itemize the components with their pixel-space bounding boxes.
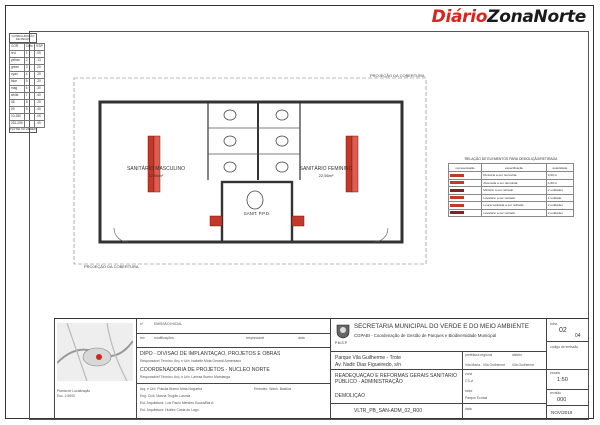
legend-symbol-cell xyxy=(449,202,482,210)
pen-config-cell: 251-255 xyxy=(10,120,25,127)
pen-config-cell: 3 xyxy=(24,64,35,71)
pen-config-row xyxy=(10,99,45,106)
pen-config-row xyxy=(10,120,45,127)
legend-row xyxy=(449,187,574,195)
pen-config-cell: .13 xyxy=(35,57,45,64)
legend-header: representação xyxy=(449,164,482,172)
pen-config-row xyxy=(10,85,45,92)
legend-spec: Divisória a ser removida xyxy=(482,172,547,180)
pref-value: Vila Maria - Vila Guilherme xyxy=(465,363,506,367)
dipo-title: DIPO - DIVISÃO DE IMPLANTAÇÃO, PROJETOS E OBRAS xyxy=(140,351,281,357)
rev-initial-emission: EMISSÃO INICIAL xyxy=(154,322,183,326)
pen-config-cell: green xyxy=(10,64,25,71)
pen-config-cell: 10-250 xyxy=(10,113,25,120)
pen-config-row xyxy=(10,92,45,99)
pen-config-row xyxy=(10,50,45,57)
legend-symbol xyxy=(450,196,464,199)
pen-config-cell xyxy=(24,120,35,127)
district-value: Vila Guilherme xyxy=(512,363,535,367)
legend-qty: 2 unidades xyxy=(546,209,573,217)
date-label: data xyxy=(465,407,472,411)
projection-label-top: PROJEÇÃO DA COBERTURA xyxy=(370,73,425,78)
room-label-male: SANITÁRIO MASCULINO xyxy=(126,166,186,172)
rev-header: rev xyxy=(140,336,145,340)
pen-config-cell: .09 xyxy=(35,50,45,57)
room-area-female: 22,56m² xyxy=(318,173,334,178)
legend-title: RELAÇÃO DE ELEMENTOS PARA DEMOLIÇÃO/RETIRADA xyxy=(464,157,558,161)
projection-label-bottom: PROJEÇÃO DA COBERTURA xyxy=(84,264,139,269)
legend-qty: 1 unidade xyxy=(546,194,573,202)
legend-symbol-cell xyxy=(449,194,482,202)
pen-config-row xyxy=(10,78,45,85)
pen-config-cell: cyan xyxy=(10,71,25,78)
pen-config-cell: 9 xyxy=(24,106,35,113)
pen-config-header: CONFIGURAÇÃO DE PENAS xyxy=(9,33,37,43)
demolition-legend xyxy=(448,157,574,217)
legend-symbol xyxy=(450,204,464,207)
brand-logo xyxy=(432,7,586,27)
pen-config-row xyxy=(10,106,45,113)
sheet-total: 04 xyxy=(575,333,581,339)
rev-number-header: nº xyxy=(140,322,144,326)
floor-plan-drawing xyxy=(70,70,430,270)
ppd-toilet xyxy=(247,191,263,209)
pen-col-header: COR xyxy=(10,43,25,50)
setor-value: Parque Ecobai xyxy=(465,396,488,400)
pen-config-table xyxy=(9,33,44,133)
legend-row xyxy=(449,179,574,187)
legend-symbol xyxy=(450,211,464,214)
legend-row xyxy=(449,202,574,210)
room-label-female: SANITÁRIO FEMININO xyxy=(299,166,353,172)
legend-qty: 2 unidades xyxy=(546,187,573,195)
legend-spec: Mictório a ser retirado xyxy=(482,187,547,195)
pen-config-row xyxy=(10,57,45,64)
legend-row xyxy=(449,172,574,180)
pen-config-cell: .20 xyxy=(35,64,45,71)
legend-row xyxy=(449,194,574,202)
location-map xyxy=(57,323,133,381)
pen-config-cell: .40 xyxy=(35,106,45,113)
coord-title: COORDENADORIA DE PROJETOS - NÚCLEO NORTE xyxy=(140,367,270,373)
legend-header: quantidade xyxy=(546,164,573,172)
pen-config-cell: white xyxy=(10,92,25,99)
pen-config-cell: 5 xyxy=(24,78,35,85)
pen-config-cell: 08 xyxy=(10,99,25,106)
sheet-number: 02 xyxy=(559,327,567,334)
pen-config-cell: 1 xyxy=(24,50,35,57)
date-value: NOV/2019 xyxy=(551,410,573,415)
legend-symbol-cell xyxy=(449,172,482,180)
rev-header: data xyxy=(298,336,305,340)
pen-config-cell: .20 xyxy=(35,78,45,85)
pen-config-cell: 09 xyxy=(10,106,25,113)
pen-config-row xyxy=(10,71,45,78)
cgpabi-title: CGPABI - Coordenação de Gestão de Parques e Biodiversidade Municipal xyxy=(354,333,497,338)
rev-label: revisão xyxy=(550,391,561,395)
coord-responsible: Responsável Técnico: Arq. e Urb. Larissa Bueno Mandanga xyxy=(140,375,231,379)
team-right: Eletrotéc. Wash. Basilius xyxy=(254,387,292,391)
pen-config-cell: yellow xyxy=(10,57,25,64)
partition-to-remove-female xyxy=(346,136,352,192)
pmsp-label: P.M.S.P. xyxy=(335,341,348,345)
park-address: Av. Nadir Dias Figueiredo, s/n xyxy=(335,362,401,368)
pen-config-row xyxy=(10,113,45,120)
legend-symbol-cell xyxy=(449,179,482,187)
legend-row xyxy=(449,209,574,217)
rev-value: 000 xyxy=(557,397,567,403)
pen-config-cell: .40 xyxy=(35,92,45,99)
pen-config-cell: 7 xyxy=(24,92,35,99)
pen-config-footer: PLOTAR NO VIEWER xyxy=(9,128,37,134)
rev-header: responsável xyxy=(246,336,265,340)
door-arc xyxy=(114,228,128,242)
zone-value: CS-vf xyxy=(465,379,474,383)
pen-config-cell: .30 xyxy=(35,85,45,92)
pen-config-cell: .25 xyxy=(35,71,45,78)
scale-value: 1:50 xyxy=(557,377,568,383)
pref-label: prefeitura regional xyxy=(465,353,493,357)
legend-header: especificação xyxy=(482,164,547,172)
zone-label: zona xyxy=(465,372,473,376)
legend-qty: 9,60 m xyxy=(546,172,573,180)
project-title: READEQUAÇÃO E REFORMAS GERAIS SANITÁRIO PÚBLICO - ADMINISTRAÇÃO xyxy=(335,373,457,386)
location-marker xyxy=(96,354,102,360)
door-arc xyxy=(374,228,388,242)
title-block xyxy=(54,318,589,420)
legend-spec: Louça sanitária a ser retirada xyxy=(482,202,547,210)
legend-spec: Alvenaria a ser demolida xyxy=(482,179,547,187)
pen-config-cell: 2 xyxy=(24,57,35,64)
scale-label: escala xyxy=(550,371,560,375)
park-name: Parque Vila Guilherme - Trote xyxy=(335,355,402,361)
legend-symbol xyxy=(450,174,464,177)
sink-to-remove xyxy=(292,216,304,226)
brand-part2: ZonaNorte xyxy=(487,7,586,27)
pen-config-cell: .09 xyxy=(35,120,45,127)
room-area-male: 22,56m² xyxy=(148,173,164,178)
floor-plan xyxy=(70,70,430,270)
legend-spec: Lavatório a ser retirado xyxy=(482,194,547,202)
pen-config-cell: 4 xyxy=(24,71,35,78)
room-label-ppd: SANIT. P.P.D. xyxy=(243,211,271,216)
pen-config-row xyxy=(10,64,45,71)
setor-label: setor xyxy=(465,389,473,393)
toilets xyxy=(224,110,288,172)
sheet-label: folha xyxy=(550,322,558,326)
legend-symbol xyxy=(450,189,464,192)
pen-config-cell xyxy=(24,113,35,120)
pen-col-header: ESP. xyxy=(35,43,45,50)
location-caption: Planta de Localização xyxy=(57,389,91,393)
team-member: Est. Arquitetura: Luiz Paulo Mendes Souza/Bla A. xyxy=(140,401,215,405)
location-scale: Esc. 1:5000 xyxy=(57,394,75,398)
pen-config-cell: red xyxy=(10,50,25,57)
legend-symbol xyxy=(450,181,464,184)
legend-symbol-cell xyxy=(449,187,482,195)
pen-config-cell: .05 xyxy=(35,113,45,120)
pmsp-coat-of-arms xyxy=(335,323,351,339)
pen-config-cell: mag xyxy=(10,85,25,92)
rev-header: modificações xyxy=(154,336,174,340)
legend-qty: 4,80 m xyxy=(546,179,573,187)
legend-spec: Lavatório a ser retirado xyxy=(482,209,547,217)
pen-col-header: CAN. xyxy=(24,43,35,50)
dipo-responsible: Responsável Técnico: Arq. e Urb. Isabelle Mota Gerardi Armentano xyxy=(140,359,242,363)
code-label: código de emissão xyxy=(550,345,579,349)
brand-part1: Diário xyxy=(431,7,488,27)
sink-to-remove xyxy=(210,216,222,226)
team-member: Est. Arquitetura: Hudlex Costa do Lago xyxy=(140,408,199,412)
file-name: VLTR_PB_SAN-ADM_02_R00 xyxy=(354,408,422,414)
team-member: Arq. e Urb. Priscila Bueno Mota Nogueira xyxy=(140,387,203,391)
pen-config-cell: .25 xyxy=(35,99,45,106)
legend-symbol-cell xyxy=(449,209,482,217)
partition-to-remove-male xyxy=(148,136,154,192)
district-label: distrito xyxy=(512,353,522,357)
secretaria-title: SECRETARIA MUNICIPAL DO VERDE E DO MEIO AMBIENTE xyxy=(354,323,529,330)
team-member: Eng. Civil. Marcia Trugillo Larzola xyxy=(140,394,191,398)
pen-config-cell: blue xyxy=(10,78,25,85)
legend-qty: 2 unidades xyxy=(546,202,573,210)
pen-config-cell: 6 xyxy=(24,85,35,92)
project-phase: DEMOLIÇÃO xyxy=(335,393,366,399)
pen-config-cell: 8 xyxy=(24,99,35,106)
